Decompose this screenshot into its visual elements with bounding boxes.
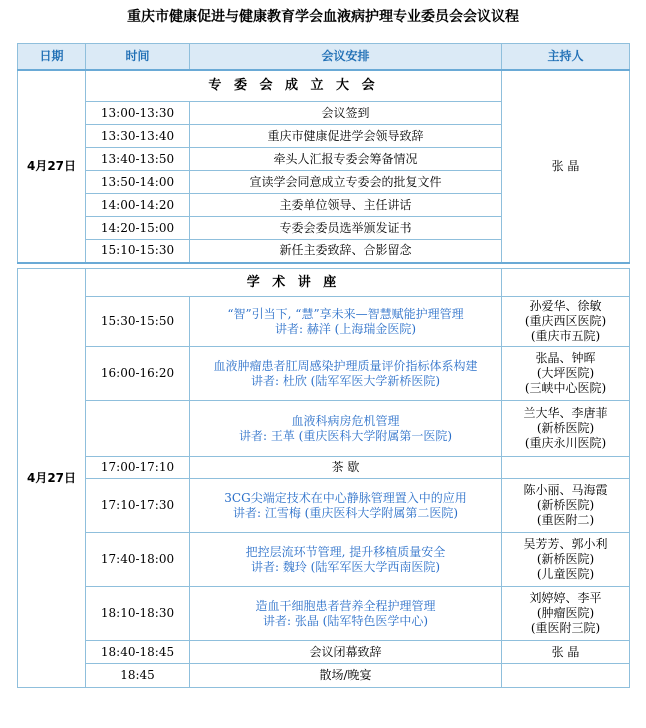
time-cell: 18:40-18:45 <box>86 641 190 664</box>
lecture-topic: 血液肿瘤患者肛周感染护理质量评价指标体系构建 <box>213 358 478 373</box>
lecture-topic: 血液科病房危机管理 <box>291 413 400 428</box>
table-row <box>18 70 630 102</box>
agenda-cell: 茶 歇 <box>190 457 502 479</box>
table-row <box>18 641 630 664</box>
section-founding: 专 委 会 成 立 大 会 <box>86 70 502 102</box>
agenda-cell: 会议签到 <box>190 102 502 125</box>
table-row <box>18 533 630 587</box>
host-org: (三峡中心医院) <box>524 381 607 395</box>
host-names: 吴芳芳、郭小利 <box>523 537 608 551</box>
host-org: (重庆市五院) <box>530 329 601 343</box>
time-cell: 13:30-13:40 <box>86 125 190 148</box>
header-row <box>18 44 630 70</box>
lecture-cell <box>190 401 502 457</box>
host-cell <box>502 347 630 401</box>
host-org: (新桥医院) <box>536 498 595 512</box>
host-cell <box>502 479 630 533</box>
time-cell: 13:40-13:50 <box>86 148 190 171</box>
time-cell: 13:50-14:00 <box>86 171 190 194</box>
agenda-cell: 专委会委员选举颁发证书 <box>190 217 502 240</box>
table-row <box>18 401 630 457</box>
lecture-cell <box>190 533 502 587</box>
host-org: (重医附三院) <box>530 621 601 635</box>
agenda-cell: 重庆市健康促进学会领导致辞 <box>190 125 502 148</box>
header-agenda: 会议安排 <box>190 44 502 70</box>
lecture-speaker: 讲者: 张晶 (陆军特色医学中心) <box>262 613 429 628</box>
page-title: 重庆市健康促进与健康教育学会血液病护理专业委员会会议议程 <box>127 9 519 25</box>
lecture-topic: 造血干细胞患者营养全程护理管理 <box>255 598 436 613</box>
time-cell: 17:00-17:10 <box>86 457 190 479</box>
part1-host: 张 晶 <box>502 70 630 263</box>
table-row <box>18 347 630 401</box>
table-row <box>18 457 630 479</box>
lecture-topic: “智”引当下, “慧”享未来—智慧赋能护理管理 <box>227 306 464 321</box>
lecture-speaker: 讲者: 江雪梅 (重庆医科大学附属第二医院) <box>232 505 459 520</box>
time-cell: 18:45 <box>86 664 190 688</box>
lecture-speaker: 讲者: 王革 (重庆医科大学附属第一医院) <box>238 428 453 443</box>
host-cell <box>502 587 630 641</box>
time-cell <box>86 401 190 457</box>
agenda-cell: 宣读学会同意成立专委会的批复文件 <box>190 171 502 194</box>
lecture-speaker: 讲者: 杜欣 (陆军军医大学新桥医院) <box>250 373 441 388</box>
agenda-cell: 散场/晚宴 <box>190 664 502 688</box>
table-row <box>18 297 630 347</box>
lecture-cell <box>190 479 502 533</box>
header-date: 日期 <box>18 44 86 70</box>
host-cell <box>502 401 630 457</box>
host-org: (大坪医院) <box>536 366 595 380</box>
agenda-cell: 主委单位领导、主任讲话 <box>190 194 502 217</box>
table-row <box>18 479 630 533</box>
part1-date: 4月27日 <box>18 70 86 263</box>
agenda-cell: 新任主委致辞、合影留念 <box>190 240 502 263</box>
host-org: (儿童医院) <box>536 567 595 581</box>
table-row <box>18 587 630 641</box>
time-cell: 15:10-15:30 <box>86 240 190 263</box>
time-cell: 16:00-16:20 <box>86 347 190 401</box>
agenda-table <box>17 43 630 688</box>
time-cell: 14:00-14:20 <box>86 194 190 217</box>
part2-date: 4月27日 <box>18 269 86 688</box>
header-time: 时间 <box>86 44 190 70</box>
host-names: 孙爱华、徐敏 <box>529 299 602 313</box>
lecture-speaker: 讲者: 赫洋 (上海瑞金医院) <box>274 321 417 336</box>
host-cell <box>502 297 630 347</box>
table-row <box>18 269 630 297</box>
time-cell: 17:40-18:00 <box>86 533 190 587</box>
lecture-cell <box>190 297 502 347</box>
time-cell: 14:20-15:00 <box>86 217 190 240</box>
host-cell: 张 晶 <box>502 641 630 664</box>
host-org: (重庆永川医院) <box>524 436 607 450</box>
agenda-cell: 牵头人汇报专委会筹备情况 <box>190 148 502 171</box>
table-row <box>18 664 630 688</box>
time-cell: 15:30-15:50 <box>86 297 190 347</box>
host-org: (重庆西区医院) <box>524 314 607 328</box>
lecture-topic: 把控层流环节管理, 提升移植质量安全 <box>245 544 446 559</box>
section-lectures: 学 术 讲 座 <box>86 269 502 297</box>
host-names: 兰大华、李唐菲 <box>523 406 608 420</box>
host-org: (重医附二) <box>536 513 595 527</box>
time-cell: 17:10-17:30 <box>86 479 190 533</box>
agenda-cell: 会议闭幕致辞 <box>190 641 502 664</box>
lecture-cell <box>190 587 502 641</box>
host-org: (肿瘤医院) <box>536 606 595 620</box>
host-org: (新桥医院) <box>536 421 595 435</box>
time-cell: 18:10-18:30 <box>86 587 190 641</box>
lecture-cell <box>190 347 502 401</box>
host-names: 刘婷婷、李平 <box>529 591 602 605</box>
host-cell <box>502 533 630 587</box>
host-org: (新桥医院) <box>536 552 595 566</box>
lecture-topic: 3CG尖端定技术在中心静脉管理置入中的应用 <box>224 490 467 505</box>
host-names: 张晶、钟晖 <box>535 351 596 365</box>
time-cell: 13:00-13:30 <box>86 102 190 125</box>
host-names: 陈小丽、马海霞 <box>523 483 608 497</box>
header-host: 主持人 <box>502 44 630 70</box>
lecture-speaker: 讲者: 魏玲 (陆军军医大学西南医院) <box>250 559 441 574</box>
